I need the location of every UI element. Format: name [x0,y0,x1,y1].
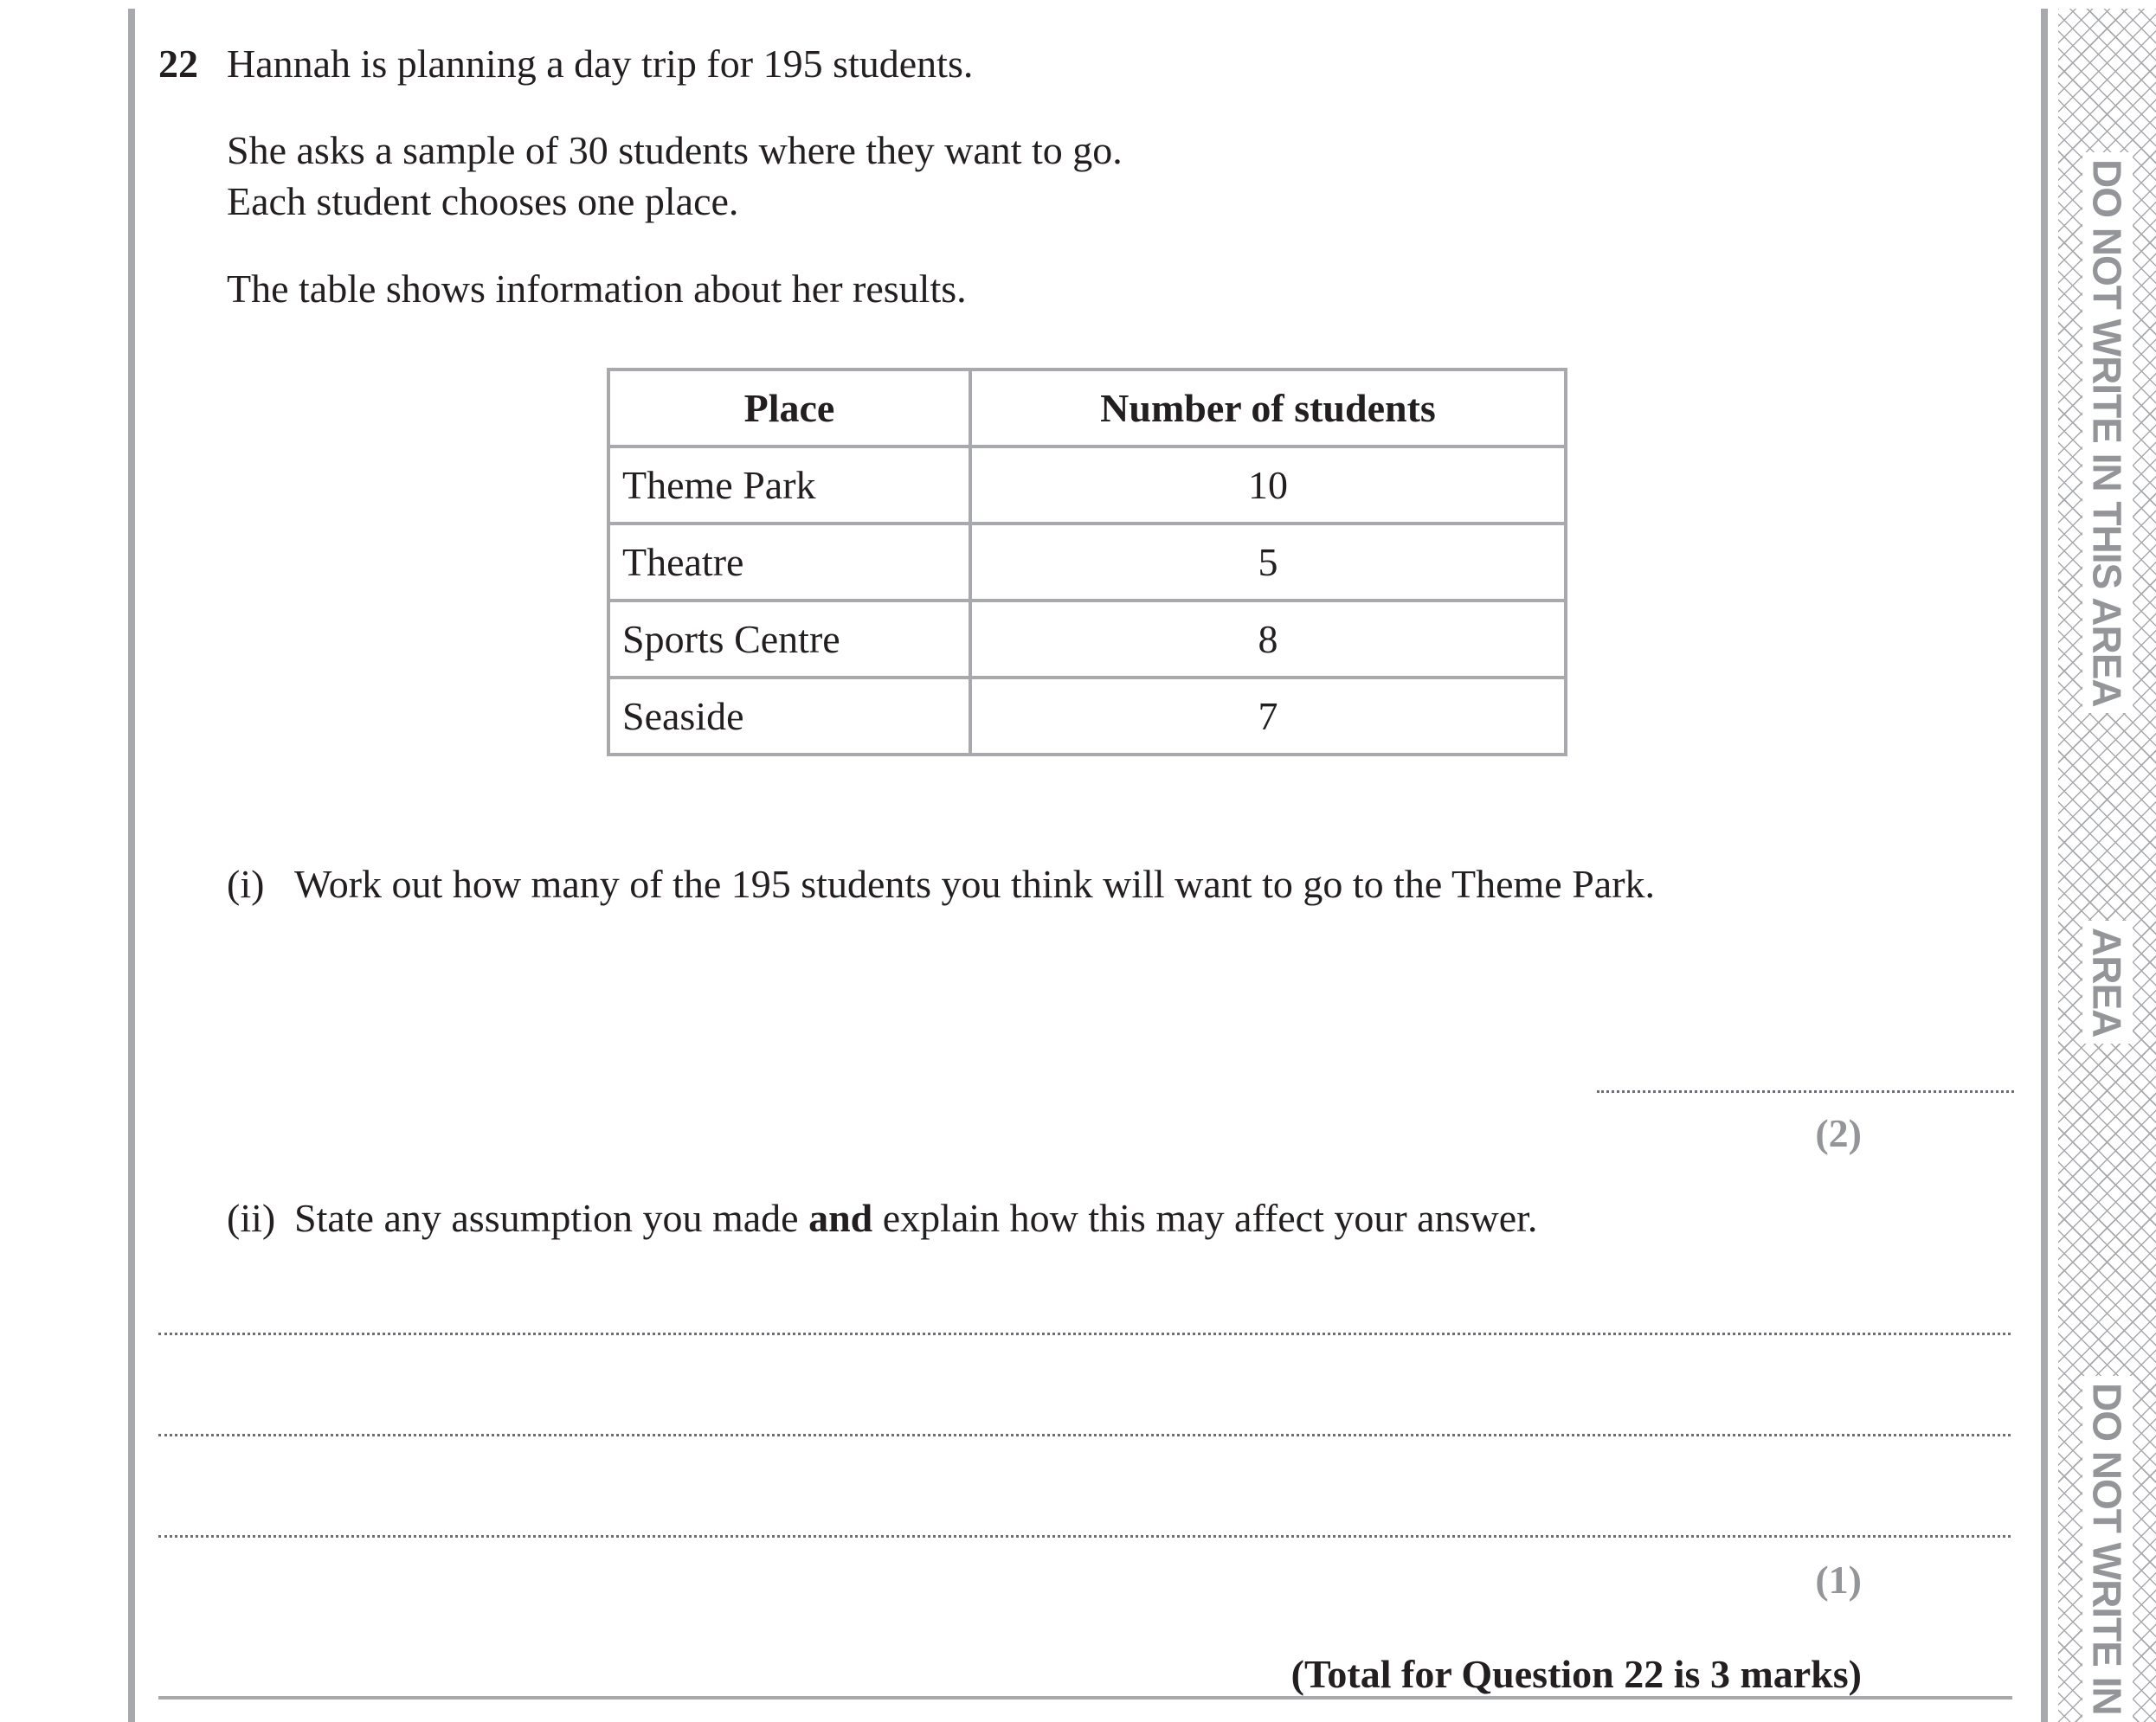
table-row [608,678,1566,755]
part-i-label: (i) [227,862,265,906]
part-i-text: Work out how many of the 195 students you think will want to go to the Theme Park. [294,862,1656,906]
table-row [608,601,1566,678]
place-cell: Theme Park [608,447,970,524]
question-stem: Hannah is planning a day trip for 195 students. [227,42,974,86]
part-ii-answer-line[interactable] [158,1434,2011,1436]
right-margin-rule [2041,9,2048,1722]
table-row [608,447,1566,524]
margin-warning-middle: AREA [2058,917,2156,1047]
place-cell: Seaside [608,678,970,755]
margin-warning-top: DO NOT WRITE IN THIS AREA [2058,147,2156,718]
count-cell: 5 [970,524,1566,601]
part-ii-answer-line[interactable] [158,1535,2011,1538]
table-header-row [608,369,1566,447]
table-intro: The table shows information about her results. [227,267,967,311]
emphasis-and: and [808,1196,873,1240]
table-row [608,524,1566,601]
part-i-marks: (2) [1815,1111,1862,1155]
part-ii-text: State any assumption you made and explain how this may affect your answer. [294,1196,1538,1240]
place-cell: Theatre [608,524,970,601]
margin-warning-bottom: DO NOT WRITE IN [2058,1376,2156,1722]
count-cell: 8 [970,601,1566,678]
results-table [607,368,1567,756]
header-number-of-students: Number of students [970,369,1566,447]
bottom-rule [158,1696,2012,1700]
left-margin-rule [128,9,135,1722]
part-i-answer-line[interactable] [1597,1090,2014,1093]
question-intro-line-2: Each student chooses one place. [227,179,739,223]
question-number: 22 [158,42,198,86]
place-cell: Sports Centre [608,601,970,678]
total-marks: (Total for Question 22 is 3 marks) [1290,1652,1862,1696]
part-ii-answer-line[interactable] [158,1333,2011,1335]
part-ii-marks: (1) [1815,1558,1862,1602]
count-cell: 10 [970,447,1566,524]
question-intro-line-1: She asks a sample of 30 students where they want to go. [227,128,1123,172]
count-cell: 7 [970,678,1566,755]
header-place: Place [608,369,970,447]
part-ii-label: (ii) [227,1196,276,1240]
